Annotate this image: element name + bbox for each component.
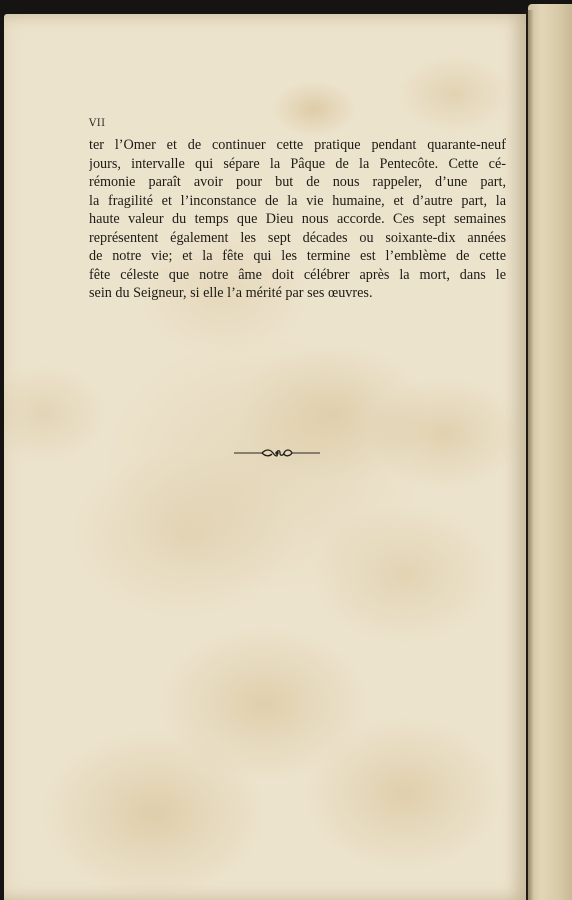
body-text bbox=[89, 136, 506, 303]
text-line-4: la fragilité et l’inconstance de la vie humaine, et d’autre part, la bbox=[89, 192, 506, 209]
page-number: VII bbox=[89, 118, 106, 129]
ornament-divider-icon bbox=[232, 447, 322, 459]
text-line-5: haute valeur du temps que Dieu nous accorde. Ces sept semaines bbox=[89, 211, 506, 227]
book-page bbox=[4, 14, 526, 900]
text-line-8: fête céleste que notre âme doit célébrer après la mort, dans le bbox=[89, 266, 506, 283]
text-line-6: représentent également les sept décades ou soixante-dix années bbox=[89, 229, 506, 246]
text-line-1: ter l’Omer et de continuer cette pratique pendant quarante-neuf bbox=[89, 137, 506, 153]
next-page-edge bbox=[528, 4, 572, 900]
text-line-2: jours, intervalle qui sépare la Pâque de la Pentecôte. Cette cé- bbox=[89, 155, 506, 172]
text-line-9: sein du Seigneur, si elle l’a mérité par ses œuvres. bbox=[89, 285, 373, 301]
text-line-7: de notre vie; et la fête qui les termine est l’emblème de cette bbox=[89, 248, 506, 264]
text-line-3: rémonie paraît avoir pour but de nous rappeler, d’une part, bbox=[89, 174, 506, 190]
